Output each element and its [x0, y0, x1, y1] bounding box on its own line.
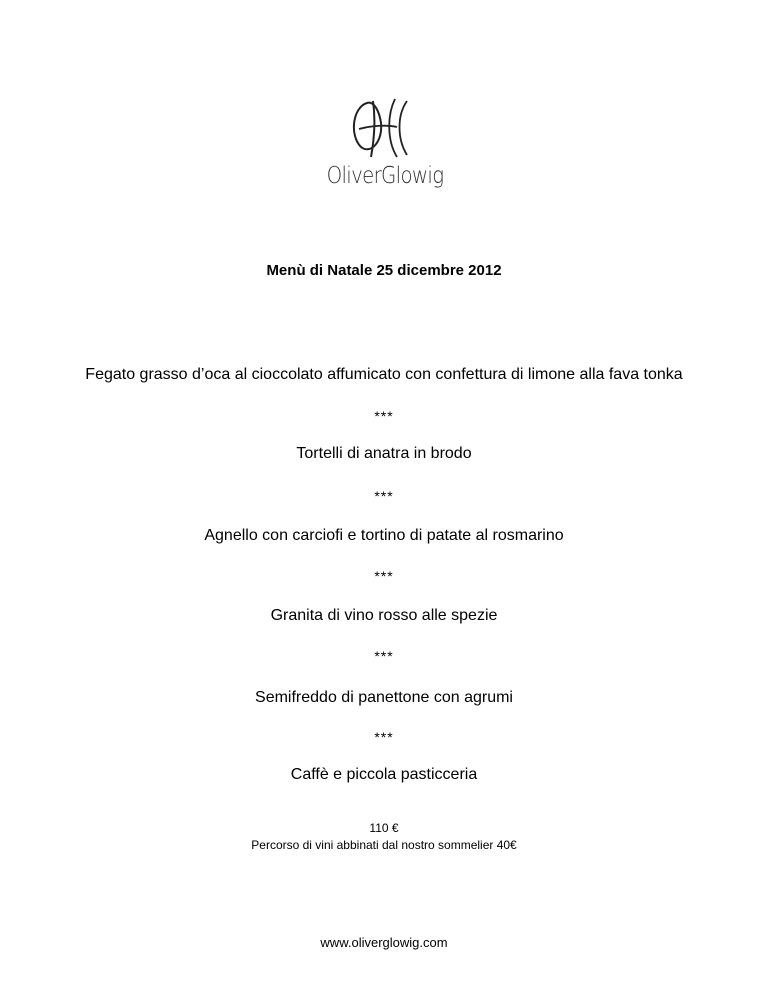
course-2: Tortelli di anatra in brodo — [296, 445, 472, 462]
wine-pairing: Percorso di vini abbinati dal nostro sommelier 40€ — [251, 838, 517, 852]
course-4: Granita di vino rosso alle spezie — [270, 607, 498, 624]
price: 110 € — [369, 821, 399, 835]
logo — [290, 95, 480, 205]
separator: *** — [374, 568, 394, 584]
separator: *** — [374, 488, 394, 504]
course-1: Fegato grasso d’oca al cioccolato affumicato con confettura di limone alla fava tonka — [85, 366, 683, 383]
logo-monogram — [345, 95, 425, 165]
separator: *** — [374, 729, 394, 745]
course-6: Caffè e piccola pasticceria — [290, 766, 478, 783]
logo-wordmark: OliverGlowig — [326, 163, 444, 189]
course-5: Semifreddo di panettone con agrumi — [255, 689, 513, 706]
menu-title: Menù di Natale 25 dicembre 2012 — [266, 262, 502, 279]
course-3: Agnello con carciofi e tortino di patate al rosmarino — [204, 527, 564, 544]
website-link[interactable]: www.oliverglowig.com — [320, 935, 448, 950]
separator: *** — [374, 648, 394, 664]
separator: *** — [374, 408, 394, 424]
